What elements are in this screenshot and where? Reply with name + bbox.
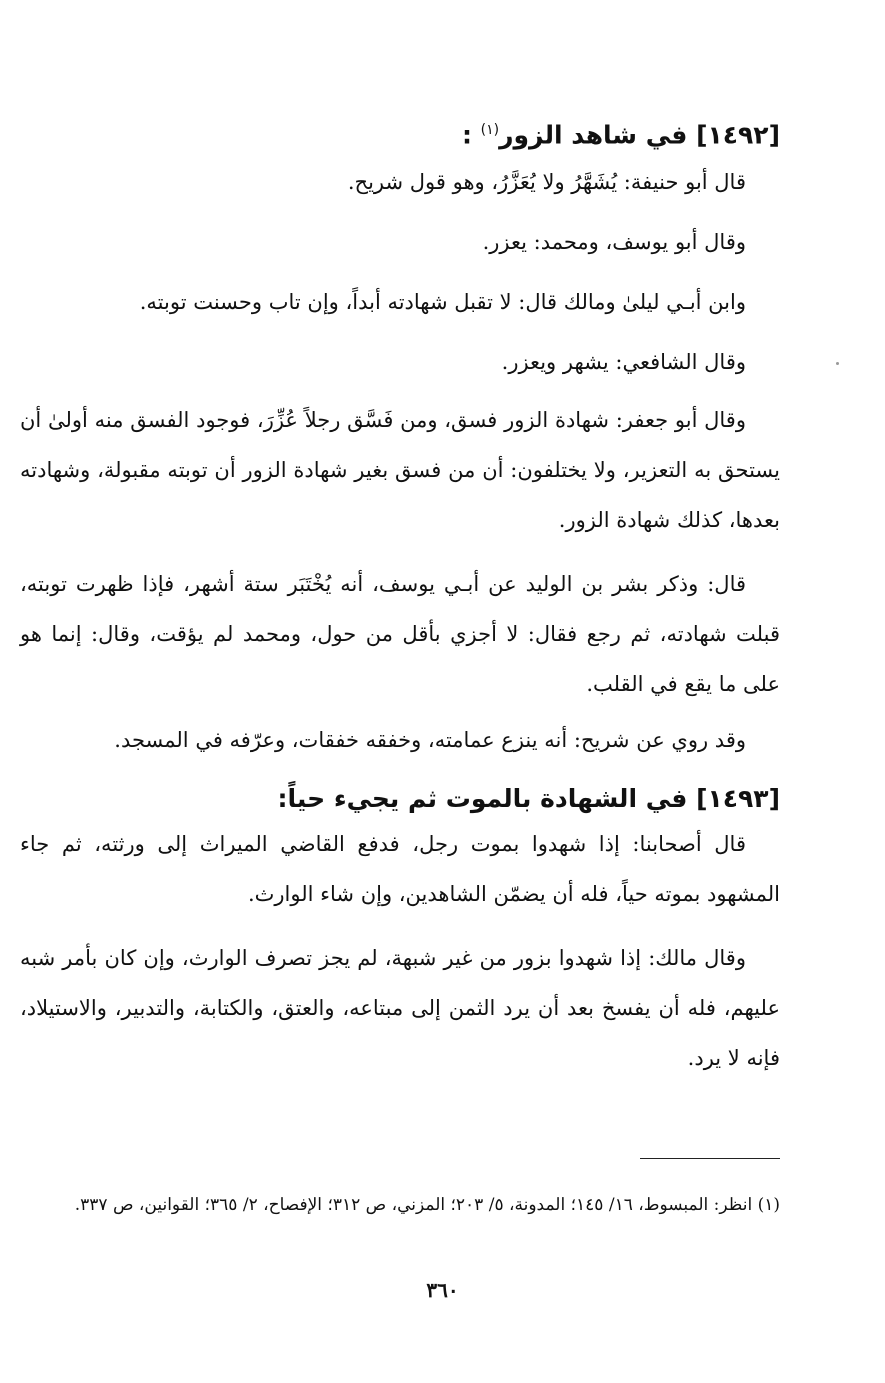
paragraph: وقال الشافعي: يشهر ويعزر. xyxy=(501,350,746,375)
section-heading-1493: [١٤٩٣] في الشهادة بالموت ثم يجيء حياً: xyxy=(277,784,780,814)
heading-colon: : xyxy=(461,120,472,150)
paragraph: قال أصحابنا: إذا شهدوا بموت رجل، فدفع القاضي الميراث إلى ورثته، ثم جاء المشهود بموته حياً، فله أن يضمّن الشاهدين، وإن شاء الوارث. xyxy=(20,832,780,907)
page-body xyxy=(20,110,780,1083)
scan-speck xyxy=(836,362,839,365)
footnote: (١) انظر: المبسوط، ١٦/ ١٤٥؛ المدونة، ٥/ ٢٠٣؛ المزني، ص ٣١٢؛ الإفصاح، ٢/ ٣٦٥؛ القوانين، ص ٣٣٧. xyxy=(74,1195,780,1215)
section-heading-1492 xyxy=(20,110,780,155)
paragraph: قال أبو حنيفة: يُشَهَّرُ ولا يُعَزَّرُ، وهو قول شريح. xyxy=(347,170,746,195)
footnote-divider xyxy=(640,1158,780,1159)
paragraph: وقال مالك: إذا شهدوا بزور من غير شبهة، لم يجز تصرف الوارث، وإن كان بأمر شبه عليهم، فله أن يفسخ بعد أن يرد الثمن إلى مبتاعه، والعتق، والكتابة، والتدبير، والاستيلاد، فإنه لا يرد. xyxy=(20,946,780,1071)
page-number: ٣٦٠ xyxy=(426,1278,459,1302)
paragraph: قال: وذكر بشر بن الوليد عن أبـي يوسف، أنه يُخْتَبَر ستة أشهر، فإذا ظهرت توبته، قبلت شهادته، ثم رجع فقال: لا أجزي بأقل من حول، ومحمد لم يؤقت، وقال: إنما هو على ما يقع في القلب. xyxy=(20,572,780,697)
paragraph: وقال أبو جعفر: شهادة الزور فسق، ومن فَسَّق رجلاً عُزِّرَ، فوجود الفسق منه أولىٰ أن يستحق به التعزير، ولا يختلفون: أن من فسق بغير شهادة الزور أن توبته مقبولة، وشهادته بعدها، كذلك شهادة الزور. xyxy=(20,408,780,533)
paragraph: وقد روي عن شريح: أنه ينزع عمامته، وخفقه خفقات، وعرّفه في المسجد. xyxy=(114,728,746,753)
heading-text: [١٤٩٢] في شاهد الزور xyxy=(499,120,780,150)
paragraph: وقال أبو يوسف، ومحمد: يعزر. xyxy=(482,230,746,255)
footnote-marker: (١) xyxy=(480,122,500,138)
paragraph: وابن أبـي ليلىٰ ومالك قال: لا تقبل شهادته أبداً، وإن تاب وحسنت توبته. xyxy=(139,290,746,315)
